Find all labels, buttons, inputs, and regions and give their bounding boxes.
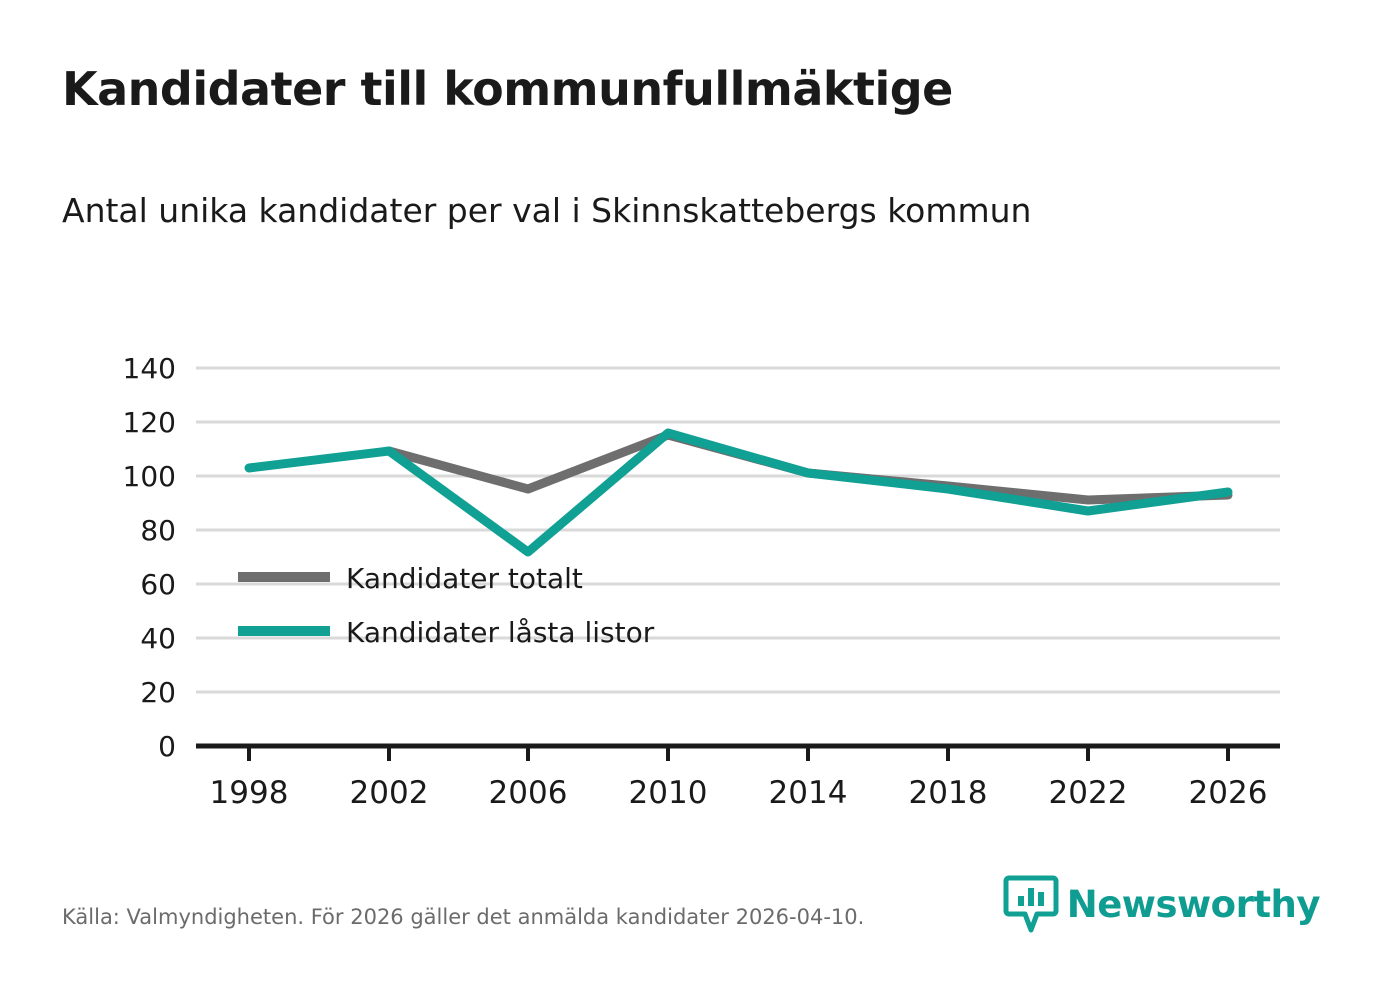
x-axis-tick-labels — [210, 775, 1268, 811]
x-tick-label: 2026 — [1188, 775, 1268, 811]
newsworthy-logo — [1005, 875, 1320, 933]
x-tick-label: 2022 — [1048, 775, 1128, 811]
x-tick-label: 2006 — [488, 775, 568, 811]
x-tick-label: 2010 — [628, 775, 708, 811]
x-tick-label: 2014 — [768, 775, 848, 811]
y-tick-label: 140 — [122, 352, 176, 385]
x-tick-label: 2002 — [349, 775, 429, 811]
source-note: Källa: Valmyndigheten. För 2026 gäller det anmälda kandidater 2026-04-10. — [62, 905, 865, 929]
logo-text: Newsworthy — [1066, 882, 1320, 926]
y-tick-label: 0 — [158, 730, 176, 763]
newsworthy-logo-icon — [1005, 875, 1057, 933]
y-tick-label: 100 — [122, 460, 176, 493]
y-tick-label: 120 — [122, 406, 176, 439]
x-tick-label: 1998 — [209, 775, 289, 811]
y-tick-label: 80 — [140, 514, 176, 547]
page-title: Kandidater till kommunfullmäktige — [62, 62, 953, 116]
chart-legend — [238, 562, 655, 649]
line-chart — [0, 330, 1382, 811]
y-tick-label: 40 — [140, 622, 176, 655]
y-tick-label: 20 — [140, 676, 176, 709]
y-tick-label: 60 — [140, 568, 176, 601]
x-tick-label: 2018 — [908, 775, 988, 811]
y-axis-tick-labels — [123, 352, 176, 763]
legend-label-kandidater-totalt: Kandidater totalt — [346, 562, 583, 595]
page-subtitle: Antal unika kandidater per val i Skinnskattebergs kommun — [62, 191, 1032, 230]
chart-container — [0, 330, 1382, 811]
series-line-kandidater-lasta-listor — [249, 433, 1228, 552]
legend-label-kandidater-lasta-listor: Kandidater låsta listor — [346, 616, 655, 649]
series-line-kandidater-totalt — [389, 435, 1228, 500]
